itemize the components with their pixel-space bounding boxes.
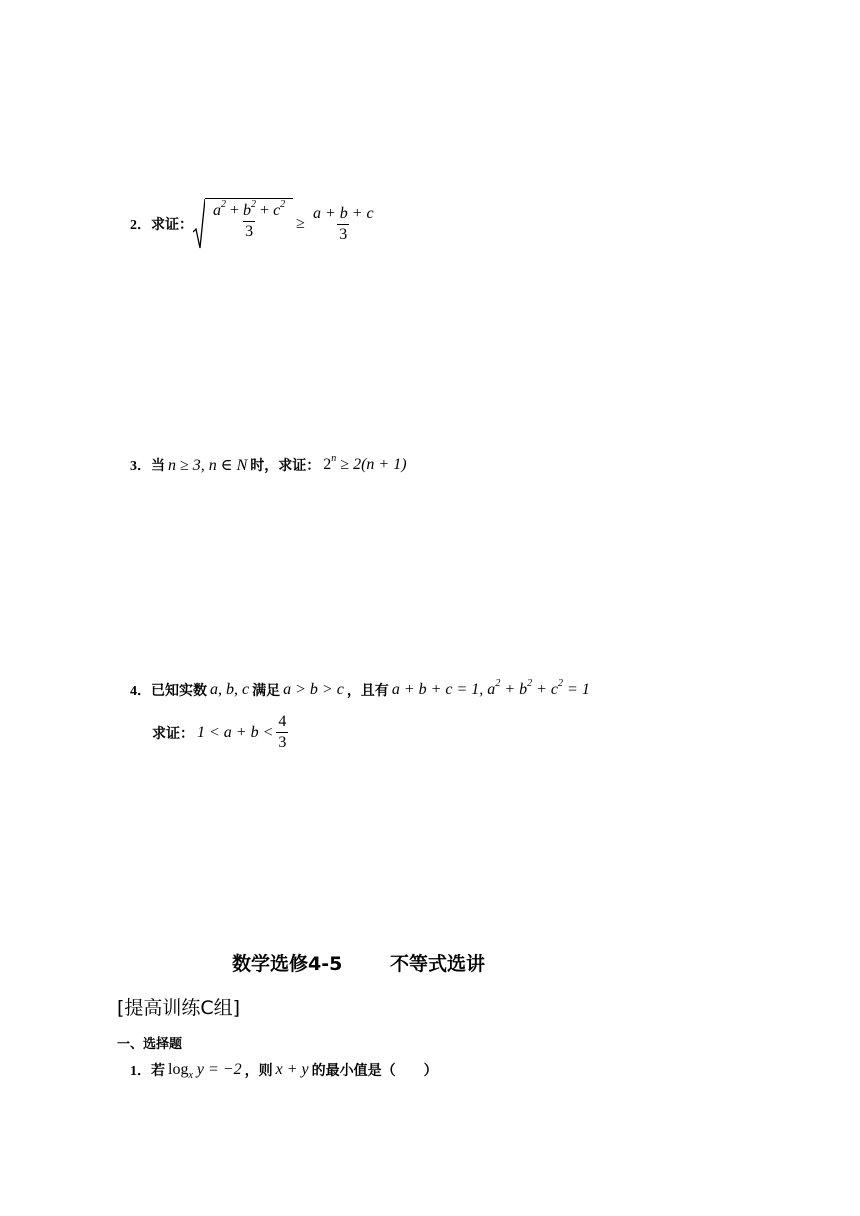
variables-expression: a, b, c <box>210 681 250 698</box>
radical-sign-icon <box>193 198 205 250</box>
question-number: 1． <box>130 1064 151 1079</box>
problem-number: 3． <box>130 459 151 474</box>
problem-text: ，且有 <box>346 683 389 699</box>
chapter-title: 数学选修4-5 <box>232 953 343 975</box>
sum-expression: x + y <box>275 1061 309 1078</box>
question-1 <box>130 1060 438 1080</box>
problem-4-claim <box>152 712 291 753</box>
problem-prompt: 求证： <box>151 217 193 233</box>
relation-symbol: ≥ <box>296 215 305 232</box>
rhs-numerator: a + b + c <box>312 204 374 222</box>
order-expression: a > b > c <box>283 681 344 698</box>
problem-text: 满足 <box>252 683 281 699</box>
condition-expression: a + b + c = 1, $a^2 + b^2 + c^2 = 1$ <box>391 678 590 698</box>
question-prefix: 若 <box>151 1063 165 1079</box>
question-suffix: 的最小值是（ ） <box>311 1063 438 1079</box>
bound-numerator: 4 <box>278 713 287 730</box>
chapter-subtitle: 不等式选讲 <box>390 953 486 975</box>
problem-3 <box>130 455 407 475</box>
problem-number: 4． <box>130 684 151 699</box>
section-label: [提高训练C组] <box>117 997 241 1019</box>
radicand-numerator: $a^2 + b^2 + c^2$ <box>213 199 286 219</box>
claim-expression: 2$^n$ ≥ 2(n + 1) <box>323 453 407 473</box>
bound-denominator: 3 <box>278 734 287 751</box>
radicand-fraction <box>211 201 287 242</box>
problem-prefix: 当 <box>151 458 165 474</box>
radicand-denominator: 3 <box>245 223 254 240</box>
log-expression: $\log_x y = -2$ <box>168 1061 242 1081</box>
bound-fraction <box>276 712 288 753</box>
square-root-expression <box>193 198 293 250</box>
condition-expression: n ≥ 3, n ∈ N <box>168 457 248 474</box>
inequality-left: 1 < a + b < <box>197 723 274 741</box>
problem-mid: 时，求证： <box>250 458 321 474</box>
problem-2 <box>130 198 379 250</box>
part-label: 一、选择题 <box>117 1037 183 1052</box>
question-mid: ，则 <box>244 1063 273 1079</box>
problem-text: 已知实数 <box>151 683 207 699</box>
rhs-fraction <box>311 204 376 245</box>
problem-prompt: 求证： <box>152 725 194 742</box>
rhs-denominator: 3 <box>339 225 348 243</box>
problem-4 <box>130 680 590 700</box>
problem-number: 2． <box>130 218 151 233</box>
